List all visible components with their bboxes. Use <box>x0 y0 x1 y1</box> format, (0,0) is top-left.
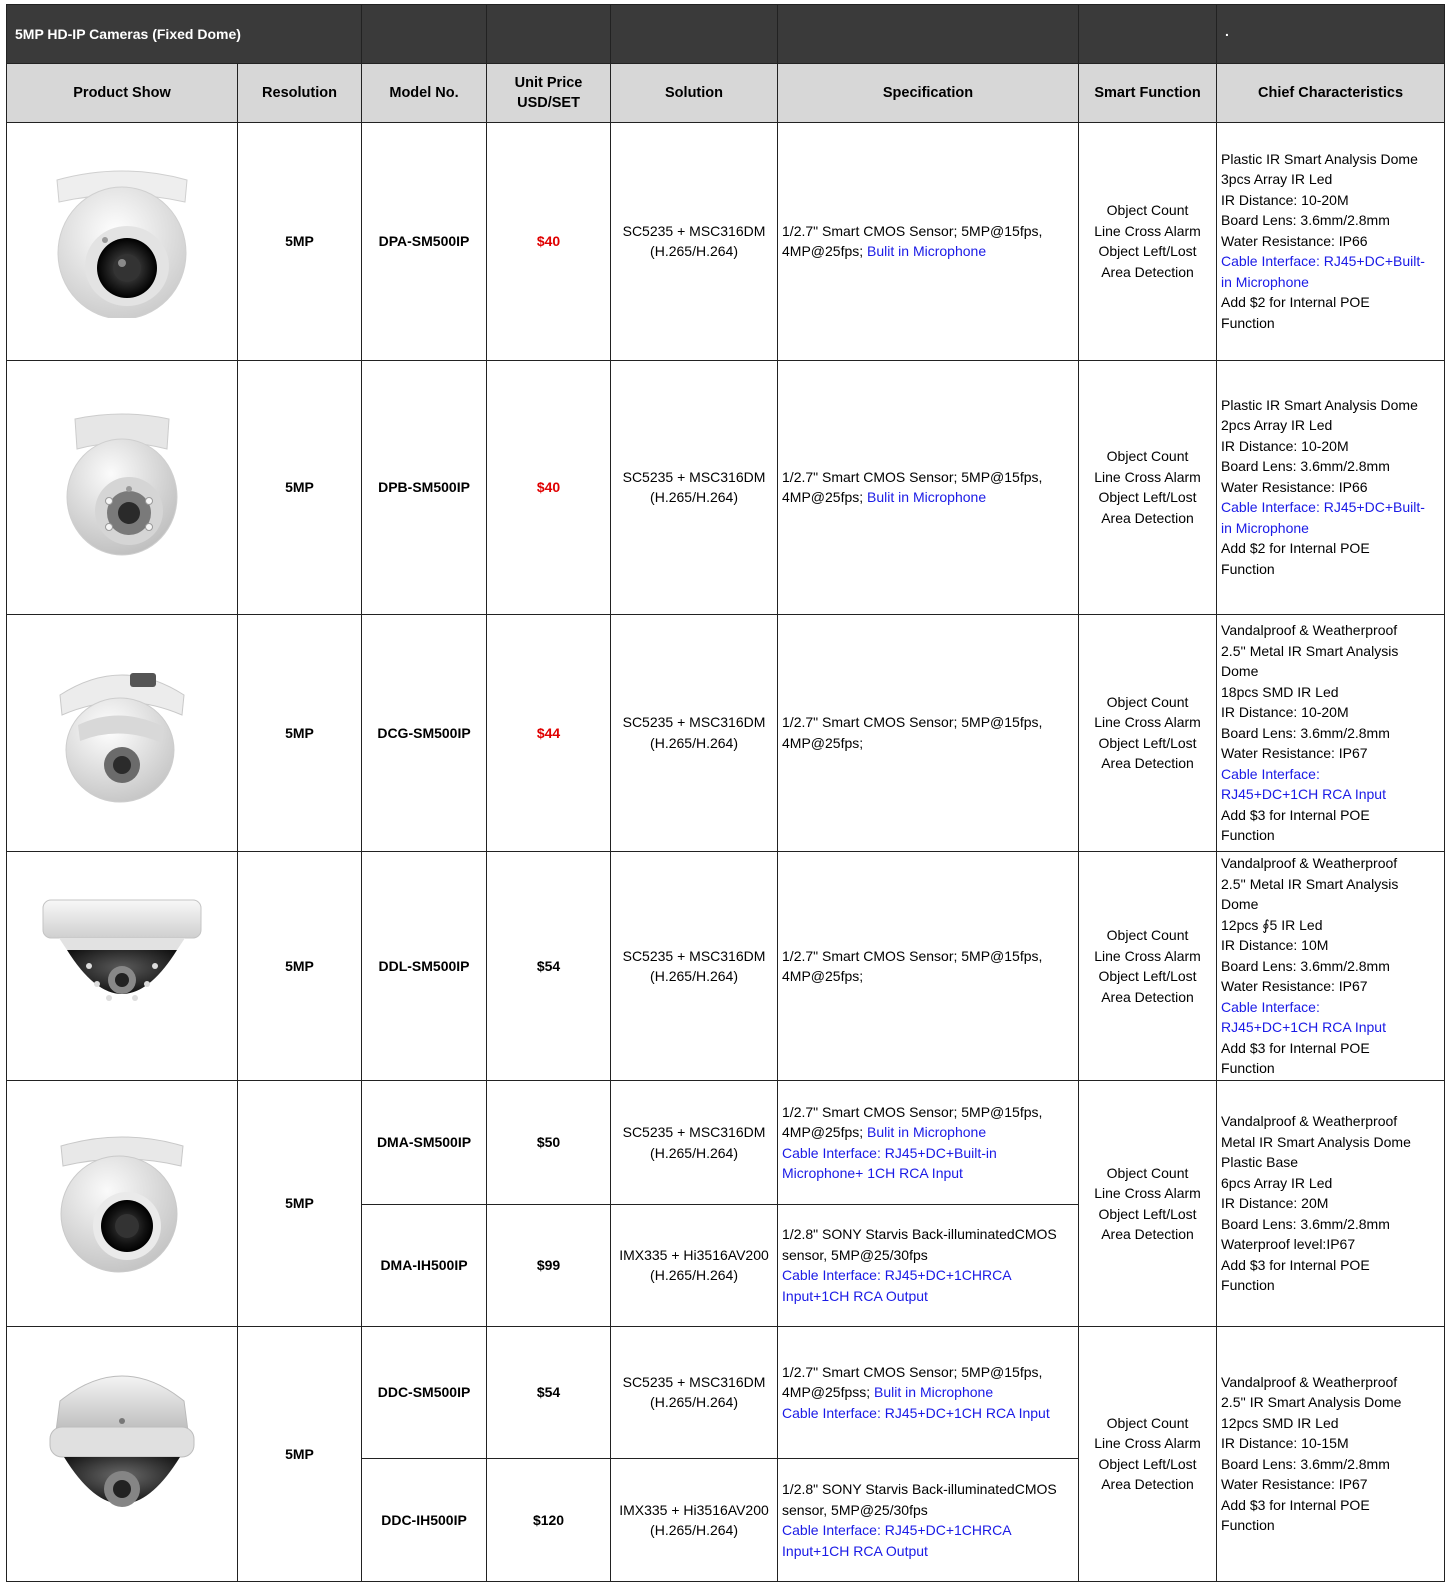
chief-line: Add $3 for Internal POE <box>1221 806 1370 823</box>
title-cell-blank <box>611 5 778 64</box>
resolution-cell: 5MP <box>238 614 362 851</box>
spec-cell <box>778 360 1079 614</box>
spec-line: sensor, 5MP@25/30fps <box>782 1246 928 1263</box>
chief-line: IR Distance: 10-20M <box>1221 191 1349 208</box>
header-product-show: Product Show <box>7 63 238 122</box>
spec-line-blue: Cable Interface: RJ45+DC+1CHRCA <box>782 1522 1012 1539</box>
vandal-dome-camera-large-icon <box>42 1361 202 1541</box>
table-row <box>7 851 1445 1080</box>
chief-line-blue: in Microphone <box>1221 273 1309 290</box>
title-cell-blank <box>487 5 611 64</box>
chief-line: Function <box>1221 1517 1275 1534</box>
spec-line-blue: Cable Interface: RJ45+DC+Built-in <box>782 1144 997 1161</box>
solution-cell <box>611 1326 778 1459</box>
spec-line: 1/2.8" SONY Starvis Back-illuminatedCMOS <box>782 1226 1057 1243</box>
smart-item: Object Left/Lost <box>1098 1455 1197 1472</box>
chief-line: Add $3 for Internal POE <box>1221 1256 1370 1273</box>
spec-line: 1/2.7" Smart CMOS Sensor; 5MP@15fps, <box>782 468 1043 485</box>
spec-blue-text: Bulit in Microphone <box>867 1124 987 1141</box>
price-cell: $50 <box>487 1081 611 1205</box>
chief-cell <box>1217 360 1445 614</box>
solution-cell <box>611 614 778 851</box>
spec-cell <box>778 122 1079 360</box>
header-unit-price <box>487 63 611 122</box>
chief-line: Water Resistance: IP67 <box>1221 745 1368 762</box>
solution-cell <box>611 1459 778 1582</box>
metal-dome-camera-icon <box>52 655 192 805</box>
spec-line: 4MP@25fps; <box>782 968 864 985</box>
spec-line-blue: Microphone+ 1CH RCA Input <box>782 1165 963 1182</box>
chief-line: 2.5'' IR Smart Analysis Dome <box>1221 1394 1402 1411</box>
sheet-title: 5MP HD-IP Cameras (Fixed Dome) <box>7 5 362 64</box>
chief-line: 2.5'' Metal IR Smart Analysis <box>1221 875 1399 892</box>
chief-line-blue: Cable Interface: <box>1221 765 1320 782</box>
chief-line: Vandalproof & Weatherproof <box>1221 1373 1398 1390</box>
chief-line: IR Distance: 10-20M <box>1221 704 1349 721</box>
price-cell: $54 <box>487 851 611 1080</box>
spec-line-blue: Input+1CH RCA Output <box>782 1287 928 1304</box>
resolution-cell: 5MP <box>238 122 362 360</box>
smart-item: Object Count <box>1106 693 1189 710</box>
header-specification: Specification <box>778 63 1079 122</box>
solution-line: SC5235 + MSC316DM <box>622 947 766 964</box>
chief-line: 2pcs Array IR Led <box>1221 417 1333 434</box>
spec-text: 4MP@25fpss; <box>782 1384 875 1401</box>
spec-line <box>782 1122 1076 1143</box>
smart-item: Object Count <box>1106 927 1189 944</box>
solution-cell <box>611 122 778 360</box>
smart-item: Object Left/Lost <box>1098 968 1197 985</box>
table-row <box>7 1326 1445 1459</box>
header-solution: Solution <box>611 63 778 122</box>
header-unit-price-l2: USD/SET <box>517 94 580 111</box>
title-cell-blank <box>778 5 1079 64</box>
chief-line: Board Lens: 3.6mm/2.8mm <box>1221 724 1390 741</box>
chief-line: IR Distance: 20M <box>1221 1195 1329 1212</box>
spec-line: 1/2.7" Smart CMOS Sensor; 5MP@15fps, <box>782 1363 1043 1380</box>
chief-line: Dome <box>1221 896 1259 913</box>
table-row <box>7 122 1445 360</box>
chief-line-blue: Cable Interface: <box>1221 998 1320 1015</box>
resolution-cell: 5MP <box>238 1326 362 1581</box>
smart-item: Area Detection <box>1101 755 1194 772</box>
solution-line: IMX335 + Hi3516AV200 <box>619 1246 769 1263</box>
price-cell: $40 <box>487 122 611 360</box>
chief-line: Water Resistance: IP67 <box>1221 1476 1368 1493</box>
title-cell-blank <box>362 5 487 64</box>
solution-codec: (H.265/H.264) <box>650 1144 738 1161</box>
smart-item: Object Count <box>1106 202 1189 219</box>
header-chief-characteristics: Chief Characteristics <box>1217 63 1445 122</box>
price-cell: $99 <box>487 1205 611 1327</box>
table-row <box>7 614 1445 851</box>
vandal-dome-camera-icon <box>37 888 207 1038</box>
chief-line: IR Distance: 10M <box>1221 937 1329 954</box>
spec-line: 1/2.8" SONY Starvis Back-illuminatedCMOS <box>782 1481 1057 1498</box>
product-image-cell <box>7 122 238 360</box>
smart-item: Line Cross Alarm <box>1094 1185 1201 1202</box>
chief-line: 18pcs SMD IR Led <box>1221 683 1339 700</box>
chief-line: Water Resistance: IP67 <box>1221 978 1368 995</box>
spec-blue-text: Bulit in Microphone <box>874 1384 994 1401</box>
chief-line: 2.5'' Metal IR Smart Analysis <box>1221 642 1399 659</box>
spec-line-blue: Input+1CH RCA Output <box>782 1542 928 1559</box>
spec-text: 4MP@25fps; <box>782 243 868 260</box>
chief-line: Plastic IR Smart Analysis Dome <box>1221 150 1418 167</box>
spec-cell <box>778 851 1079 1080</box>
title-row <box>7 5 1445 64</box>
chief-line: Vandalproof & Weatherproof <box>1221 622 1398 639</box>
model-cell: DDC-SM500IP <box>362 1326 487 1459</box>
smart-item: Line Cross Alarm <box>1094 714 1201 731</box>
spec-blue-text: Bulit in Microphone <box>867 243 987 260</box>
spec-cell <box>778 1326 1079 1459</box>
solution-codec: (H.265/H.264) <box>650 243 738 260</box>
spec-line <box>782 487 1076 508</box>
chief-line: Function <box>1221 560 1275 577</box>
resolution-cell: 5MP <box>238 851 362 1080</box>
solution-codec: (H.265/H.264) <box>650 734 738 751</box>
price-cell: $44 <box>487 614 611 851</box>
smart-function-cell <box>1079 360 1217 614</box>
chief-line: Plastic Base <box>1221 1154 1299 1171</box>
solution-line: SC5235 + MSC316DM <box>622 1373 766 1390</box>
chief-line: Add $2 for Internal POE <box>1221 540 1370 557</box>
title-cell-blank <box>1079 5 1217 64</box>
spec-line <box>782 241 1076 262</box>
plastic-dome-camera-icon <box>57 409 187 559</box>
chief-line: Add $2 for Internal POE <box>1221 294 1370 311</box>
chief-line: IR Distance: 10-15M <box>1221 1435 1349 1452</box>
chief-cell <box>1217 1081 1445 1326</box>
smart-item: Area Detection <box>1101 1226 1194 1243</box>
chief-line: Vandalproof & Weatherproof <box>1221 855 1398 872</box>
smart-item: Line Cross Alarm <box>1094 947 1201 964</box>
product-image-cell <box>7 614 238 851</box>
solution-line: SC5235 + MSC316DM <box>622 714 766 731</box>
title-dot: . <box>1217 5 1445 64</box>
spec-line-blue: Cable Interface: RJ45+DC+1CHRCA <box>782 1267 1012 1284</box>
chief-line: 3pcs Array IR Led <box>1221 171 1333 188</box>
smart-function-cell <box>1079 1081 1217 1326</box>
chief-cell <box>1217 1326 1445 1581</box>
spec-line: 4MP@25fps; <box>782 734 864 751</box>
chief-line-blue: in Microphone <box>1221 519 1309 536</box>
product-image-cell <box>7 1326 238 1581</box>
smart-function-cell <box>1079 1326 1217 1581</box>
solution-line: SC5235 + MSC316DM <box>622 1124 766 1141</box>
product-image-cell <box>7 360 238 614</box>
chief-line: Function <box>1221 827 1275 844</box>
product-image-cell <box>7 1081 238 1326</box>
spec-cell <box>778 1081 1079 1205</box>
chief-line: Add $3 for Internal POE <box>1221 1039 1370 1056</box>
header-unit-price-l1: Unit Price <box>514 74 583 91</box>
header-model-no: Model No. <box>362 63 487 122</box>
solution-codec: (H.265/H.264) <box>650 1394 738 1411</box>
chief-line: Vandalproof & Weatherproof <box>1221 1113 1398 1130</box>
spec-line-blue: Cable Interface: RJ45+DC+1CH RCA Input <box>782 1404 1050 1421</box>
solution-codec: (H.265/H.264) <box>650 1522 738 1539</box>
chief-line: Function <box>1221 1060 1275 1077</box>
spec-cell <box>778 1205 1079 1327</box>
chief-line: Board Lens: 3.6mm/2.8mm <box>1221 957 1390 974</box>
spec-blue-text: Bulit in Microphone <box>867 489 987 506</box>
price-cell: $120 <box>487 1459 611 1582</box>
solution-cell <box>611 851 778 1080</box>
chief-line: IR Distance: 10-20M <box>1221 437 1349 454</box>
spec-line: 1/2.7" Smart CMOS Sensor; 5MP@15fps, <box>782 222 1043 239</box>
header-smart-function: Smart Function <box>1079 63 1217 122</box>
white-turret-dome-camera-icon <box>47 158 197 318</box>
chief-line: Board Lens: 3.6mm/2.8mm <box>1221 212 1390 229</box>
solution-codec: (H.265/H.264) <box>650 968 738 985</box>
solution-cell <box>611 360 778 614</box>
chief-line: Water Resistance: IP66 <box>1221 232 1368 249</box>
spec-line: 1/2.7" Smart CMOS Sensor; 5MP@15fps, <box>782 947 1043 964</box>
smart-item: Object Left/Lost <box>1098 489 1197 506</box>
chief-line: Water Resistance: IP66 <box>1221 478 1368 495</box>
chief-cell <box>1217 122 1445 360</box>
smart-function-cell <box>1079 614 1217 851</box>
chief-cell <box>1217 614 1445 851</box>
resolution-cell: 5MP <box>238 360 362 614</box>
chief-line: Board Lens: 3.6mm/2.8mm <box>1221 1215 1390 1232</box>
model-cell: DDL-SM500IP <box>362 851 487 1080</box>
chief-line: Metal IR Smart Analysis Dome <box>1221 1133 1411 1150</box>
smart-item: Area Detection <box>1101 509 1194 526</box>
model-cell: DCG-SM500IP <box>362 614 487 851</box>
model-cell: DPA-SM500IP <box>362 122 487 360</box>
solution-line: IMX335 + Hi3516AV200 <box>619 1501 769 1518</box>
header-row <box>7 63 1445 122</box>
smart-item: Line Cross Alarm <box>1094 222 1201 239</box>
smart-function-cell <box>1079 851 1217 1080</box>
solution-line: SC5235 + MSC316DM <box>622 468 766 485</box>
solution-codec: (H.265/H.264) <box>650 489 738 506</box>
smart-item: Object Count <box>1106 1164 1189 1181</box>
model-cell: DDC-IH500IP <box>362 1459 487 1582</box>
smart-item: Line Cross Alarm <box>1094 1435 1201 1452</box>
model-cell: DPB-SM500IP <box>362 360 487 614</box>
smart-item: Area Detection <box>1101 1476 1194 1493</box>
chief-line: Dome <box>1221 663 1259 680</box>
spec-line: 1/2.7" Smart CMOS Sensor; 5MP@15fps, <box>782 714 1043 731</box>
header-resolution: Resolution <box>238 63 362 122</box>
solution-cell <box>611 1081 778 1205</box>
smart-item: Object Left/Lost <box>1098 734 1197 751</box>
solution-codec: (H.265/H.264) <box>650 1267 738 1284</box>
chief-line: Board Lens: 3.6mm/2.8mm <box>1221 458 1390 475</box>
chief-line-blue: RJ45+DC+1CH RCA Input <box>1221 1019 1386 1036</box>
spec-cell <box>778 614 1079 851</box>
price-cell: $40 <box>487 360 611 614</box>
solution-cell <box>611 1205 778 1327</box>
chief-cell <box>1217 851 1445 1080</box>
solution-line: SC5235 + MSC316DM <box>622 222 766 239</box>
spec-text: 4MP@25fps; <box>782 1124 868 1141</box>
spec-line <box>782 1382 1076 1403</box>
spec-cell <box>778 1459 1079 1582</box>
chief-line: Board Lens: 3.6mm/2.8mm <box>1221 1455 1390 1472</box>
table-row <box>7 1081 1445 1205</box>
spec-line: sensor, 5MP@25/30fps <box>782 1501 928 1518</box>
chief-line: Waterproof level:IP67 <box>1221 1236 1356 1253</box>
model-cell: DMA-SM500IP <box>362 1081 487 1205</box>
smart-item: Object Count <box>1106 448 1189 465</box>
model-cell: DMA-IH500IP <box>362 1205 487 1327</box>
chief-line-blue: RJ45+DC+1CH RCA Input <box>1221 786 1386 803</box>
chief-line-blue: Cable Interface: RJ45+DC+Built- <box>1221 499 1425 516</box>
smart-item: Area Detection <box>1101 988 1194 1005</box>
metal-turret-dome-camera-icon <box>47 1126 197 1276</box>
spec-text: 4MP@25fps; <box>782 489 868 506</box>
smart-item: Line Cross Alarm <box>1094 468 1201 485</box>
chief-line: 12pcs ∮5 IR Led <box>1221 916 1323 933</box>
smart-item: Area Detection <box>1101 263 1194 280</box>
smart-item: Object Left/Lost <box>1098 1205 1197 1222</box>
spec-line: 1/2.7" Smart CMOS Sensor; 5MP@15fps, <box>782 1103 1043 1120</box>
product-image-cell <box>7 851 238 1080</box>
chief-line: Plastic IR Smart Analysis Dome <box>1221 396 1418 413</box>
table-row <box>7 360 1445 614</box>
chief-line: Add $3 for Internal POE <box>1221 1496 1370 1513</box>
chief-line: Function <box>1221 1277 1275 1294</box>
chief-line: 12pcs SMD IR Led <box>1221 1414 1339 1431</box>
chief-line: Function <box>1221 314 1275 331</box>
resolution-cell: 5MP <box>238 1081 362 1326</box>
smart-item: Object Left/Lost <box>1098 243 1197 260</box>
chief-line-blue: Cable Interface: RJ45+DC+Built- <box>1221 253 1425 270</box>
product-price-table <box>6 4 1445 1582</box>
smart-item: Object Count <box>1106 1414 1189 1431</box>
price-cell: $54 <box>487 1326 611 1459</box>
smart-function-cell <box>1079 122 1217 360</box>
chief-line: 6pcs Array IR Led <box>1221 1174 1333 1191</box>
